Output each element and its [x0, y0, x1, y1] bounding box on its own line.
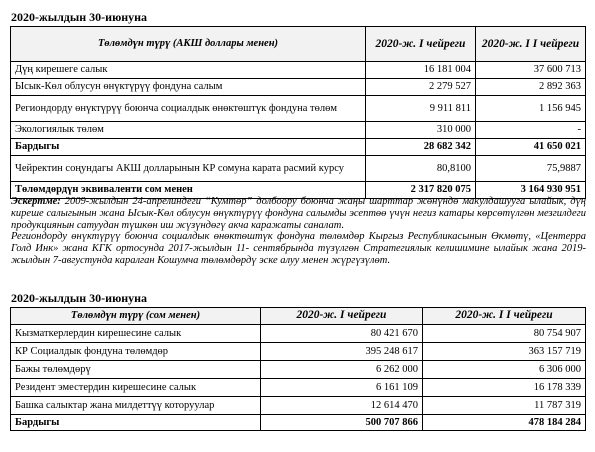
- column-header-q1: 2020-ж. I чейреги: [366, 27, 476, 62]
- table-header-row: [11, 308, 586, 325]
- row-label: Региондорду өнүктүрүү боюнча социалдык өнөктөштүк фондуна төлөм: [11, 96, 366, 122]
- q2-value: 11 787 319: [423, 397, 586, 415]
- q1-value: 80 421 670: [261, 325, 423, 343]
- total-row: [11, 139, 586, 156]
- q2-value: 6 306 000: [423, 361, 586, 379]
- row-label: Төлөмдөрдүн эквиваленти сом менен: [11, 182, 366, 199]
- column-header-q1: 2020-ж. I чейреги: [261, 308, 423, 325]
- q2-value: 3 164 930 951: [476, 182, 586, 199]
- payments-usd-table: [10, 26, 586, 199]
- column-header-payment-type: Төлөмдүн түрү (сом менен): [11, 308, 261, 325]
- q2-value: 80 754 907: [423, 325, 586, 343]
- q1-value: 6 262 000: [261, 361, 423, 379]
- table-row: [11, 156, 586, 182]
- row-label: Резидент эместердин кирешесине салык: [11, 379, 261, 397]
- table-row: [11, 379, 586, 397]
- row-label: Бажы төлөмдөрү: [11, 361, 261, 379]
- section1-heading: 2020-жылдын 30-июнуна: [11, 10, 148, 24]
- row-label: Ысык-Көл облусун өнүктүрүү фондуна салым: [11, 79, 366, 96]
- row-label: Чейректин соңундагы АКШ долларынын КР сомуна карата расмий курсу: [11, 156, 366, 182]
- row-label: Экологиялык төлөм: [11, 122, 366, 139]
- row-label: Кызматкерлердин кирешесине салык: [11, 325, 261, 343]
- footnote-paragraph: Региондорду өнүктүрүү боюнча социалдык өнөктөштүк фондуна төлөмдөр Кыргыз Республикасынын Өкмөтү, «Центерра Голд Инк» жана КГК ортосунда 2017-жылдын 11- сентябрында түзүлгөн Стратегиялык келишимине ылайык жана 2019-жылдын 7-августунда каралган Кошумча төлөмдөрдү эске алуу менен жүргүзүлөт.: [11, 231, 586, 266]
- q1-value: 2 317 820 075: [366, 182, 476, 199]
- q1-value: 28 682 342: [366, 139, 476, 156]
- table-row: [11, 361, 586, 379]
- q2-value: 41 650 021: [476, 139, 586, 156]
- table-row: [11, 79, 586, 96]
- payments-som-table: [10, 307, 586, 431]
- q1-value: 2 279 527: [366, 79, 476, 96]
- footnote-lead: Эскертме:: [11, 196, 61, 207]
- q2-value: 37 600 713: [476, 62, 586, 79]
- q1-value: 9 911 811: [366, 96, 476, 122]
- q1-value: 16 181 004: [366, 62, 476, 79]
- q1-value: 80,8100: [366, 156, 476, 182]
- table-header-row: [11, 27, 586, 62]
- q1-value: 6 161 109: [261, 379, 423, 397]
- column-header-payment-type: Төлөмдүн түрү (АКШ доллары менен): [11, 27, 366, 62]
- q1-value: 310 000: [366, 122, 476, 139]
- q1-value: 395 248 617: [261, 343, 423, 361]
- q2-value: -: [476, 122, 586, 139]
- q2-value: 16 178 339: [423, 379, 586, 397]
- table-row: [11, 325, 586, 343]
- table-row: [11, 343, 586, 361]
- q1-value: 500 707 866: [261, 415, 423, 431]
- q1-value: 12 614 470: [261, 397, 423, 415]
- row-label: Дүң кирешеге салык: [11, 62, 366, 79]
- total-row: [11, 415, 586, 431]
- footnote-paragraph: [11, 196, 586, 231]
- q2-value: 478 184 284: [423, 415, 586, 431]
- table-row: [11, 122, 586, 139]
- footnote-text: 2009-жылдын 24-апрелиндеги “Кумтөр” долбоору боюнча жаңы шарттар жөнүндө макулдашууга ылайык, дүң киреше салыгынын жана Ысык-Көл облусун өнүктүрүү фондуна салымды эсептөө үчүн негиз катары көрсөтүлгөн мезгилдеги продукциянын сатуудан түшкөн иш жүзүндөгү акча каражаты саналат.: [11, 196, 586, 231]
- row-label: Бардыгы: [11, 139, 366, 156]
- row-label: Бардыгы: [11, 415, 261, 431]
- q2-value: 363 157 719: [423, 343, 586, 361]
- row-label: КР Социалдык фондуна төлөмдөр: [11, 343, 261, 361]
- table-row: [11, 397, 586, 415]
- row-label: Башка салыктар жана милдеттүү которуулар: [11, 397, 261, 415]
- column-header-q2: 2020-ж. I I чейреги: [476, 27, 586, 62]
- column-header-q2: 2020-ж. I I чейреги: [423, 308, 586, 325]
- section2-heading: 2020-жылдын 30-июнуна: [11, 291, 148, 305]
- footnote: [11, 196, 586, 267]
- q2-value: 2 892 363: [476, 79, 586, 96]
- q2-value: 1 156 945: [476, 96, 586, 122]
- table-row: [11, 62, 586, 79]
- table-row: [11, 96, 586, 122]
- q2-value: 75,9887: [476, 156, 586, 182]
